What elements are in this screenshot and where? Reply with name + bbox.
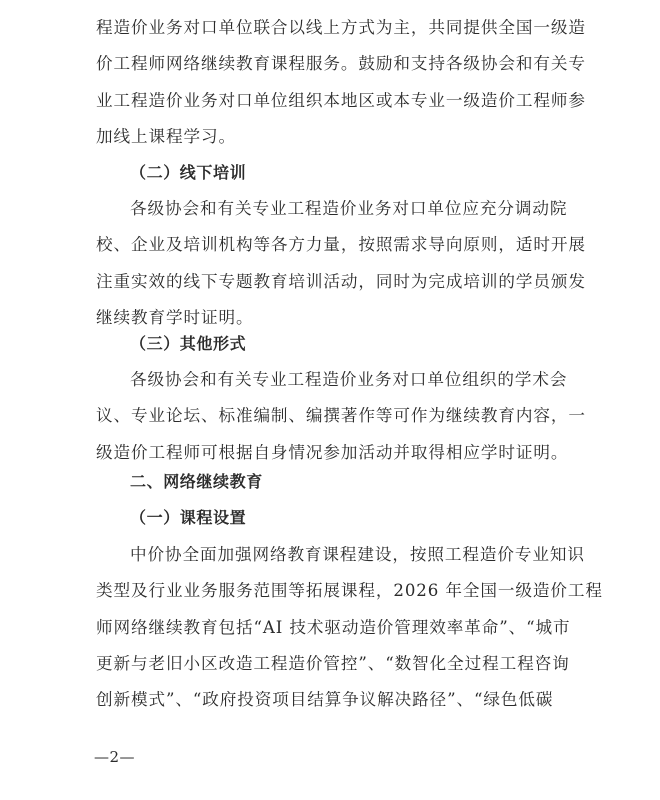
paragraph-offline-training bbox=[96, 191, 584, 336]
page-number: —2— bbox=[94, 748, 136, 766]
text-line: 校、企业及培训机构等各方力量，按照需求导向原则，适时开展 bbox=[96, 235, 586, 255]
heading-other-forms-wrap bbox=[96, 326, 584, 362]
paragraph-online-courses bbox=[96, 10, 584, 155]
paragraph-course-setup bbox=[96, 537, 603, 718]
text-line: 更新与老旧小区改造工程造价管控”、“数智化全过程工程咨询 bbox=[96, 653, 570, 673]
text-line: 各级协会和有关专业工程造价业务对口单位应充分调动院 bbox=[130, 199, 568, 218]
heading-other-forms: （三）其他形式 bbox=[130, 334, 247, 353]
heading-course-setup: （一）课程设置 bbox=[130, 508, 247, 527]
text-line: 加线上课程学习。 bbox=[96, 126, 236, 146]
heading-section-2-wrap bbox=[96, 464, 584, 500]
text-line: 级造价工程师可根据自身情况参加活动并取得相应学时证明。 bbox=[96, 442, 569, 462]
text-line: 注重实效的线下专题教育培训活动，同时为完成培训的学员颁发 bbox=[96, 271, 586, 291]
text-line: 各级协会和有关专业工程造价业务对口单位组织的学术会 bbox=[130, 370, 568, 389]
heading-offline-training-wrap bbox=[96, 155, 584, 191]
text-line: 议、专业论坛、标准编制、编撰著作等可作为继续教育内容，一 bbox=[96, 406, 586, 426]
text-line: 创新模式”、“政府投资项目结算争议解决路径”、“绿色低碳 bbox=[96, 690, 554, 710]
paragraph-other-forms bbox=[96, 362, 584, 471]
text-line: 业工程造价业务对口单位组织本地区或本专业一级造价工程师参 bbox=[96, 90, 586, 110]
text-line: 价工程师网络继续教育课程服务。鼓励和支持各级协会和有关专 bbox=[96, 54, 586, 74]
heading-section-2: 二、网络继续教育 bbox=[130, 472, 263, 491]
text-line: 类型及行业业务服务范围等拓展课程，2026 年全国一级造价工程 bbox=[96, 581, 603, 601]
text-line: 师网络继续教育包括“AI 技术驱动造价管理效率革命”、“城市 bbox=[96, 617, 571, 637]
text-line: 程造价业务对口单位联合以线上方式为主，共同提供全国一级造 bbox=[96, 18, 586, 37]
text-line: 继续教育学时证明。 bbox=[96, 307, 254, 327]
heading-course-setup-wrap bbox=[96, 500, 584, 536]
text-line: 中价协全面加强网络教育课程建设，按照工程造价专业知识 bbox=[130, 545, 585, 564]
heading-offline-training: （二）线下培训 bbox=[130, 163, 247, 182]
